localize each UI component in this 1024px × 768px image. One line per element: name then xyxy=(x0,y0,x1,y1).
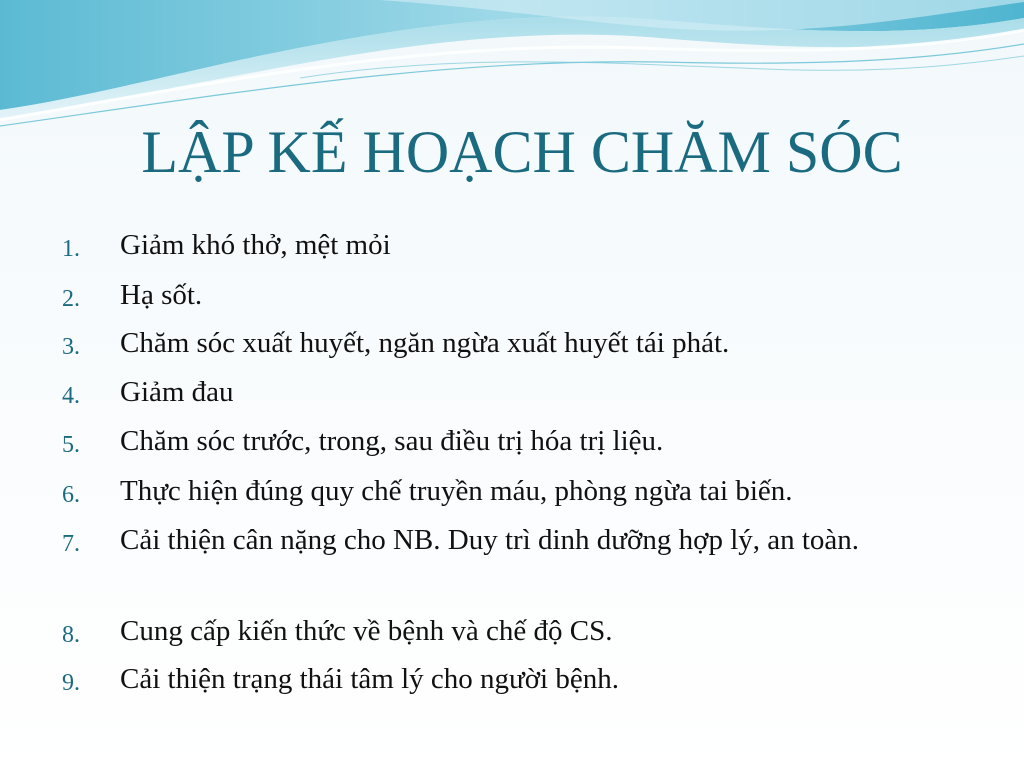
list-item-text: Cải thiện cân nặng cho NB. Duy trì dinh dưỡng hợp lý, an toàn. xyxy=(120,524,860,556)
list-item-number: 2. xyxy=(62,286,80,312)
list-item-number: 5. xyxy=(62,432,80,458)
list-item-number: 9. xyxy=(62,670,80,696)
list-item-text: Thực hiện đúng quy chế truyền máu, phòng ngừa tai biến. xyxy=(120,475,793,507)
list-item-number: 7. xyxy=(62,531,80,557)
list-item-text: Chăm sóc xuất huyết, ngăn ngừa xuất huyết tái phát. xyxy=(120,327,730,359)
slide-title: LẬP KẾ HOẠCH CHĂM SÓC xyxy=(141,119,903,185)
list-item-text: Hạ sốt. xyxy=(120,279,203,311)
list-item-text: Chăm sóc trước, trong, sau điều trị hóa trị liệu. xyxy=(120,425,664,457)
list-item-text: Cung cấp kiến thức về bệnh và chế độ CS. xyxy=(120,615,613,647)
list-item-text: Cải thiện trạng thái tâm lý cho người bệnh. xyxy=(120,663,619,695)
list-item-number: 8. xyxy=(62,622,80,648)
list-item-number: 3. xyxy=(62,334,80,360)
list-item-number: 1. xyxy=(62,236,80,262)
list-item-number: 4. xyxy=(62,383,80,409)
list-item-number: 6. xyxy=(62,482,80,508)
list-item-text: Giảm đau xyxy=(120,376,234,408)
list-item-text: Giảm khó thở, mệt mỏi xyxy=(120,229,391,261)
